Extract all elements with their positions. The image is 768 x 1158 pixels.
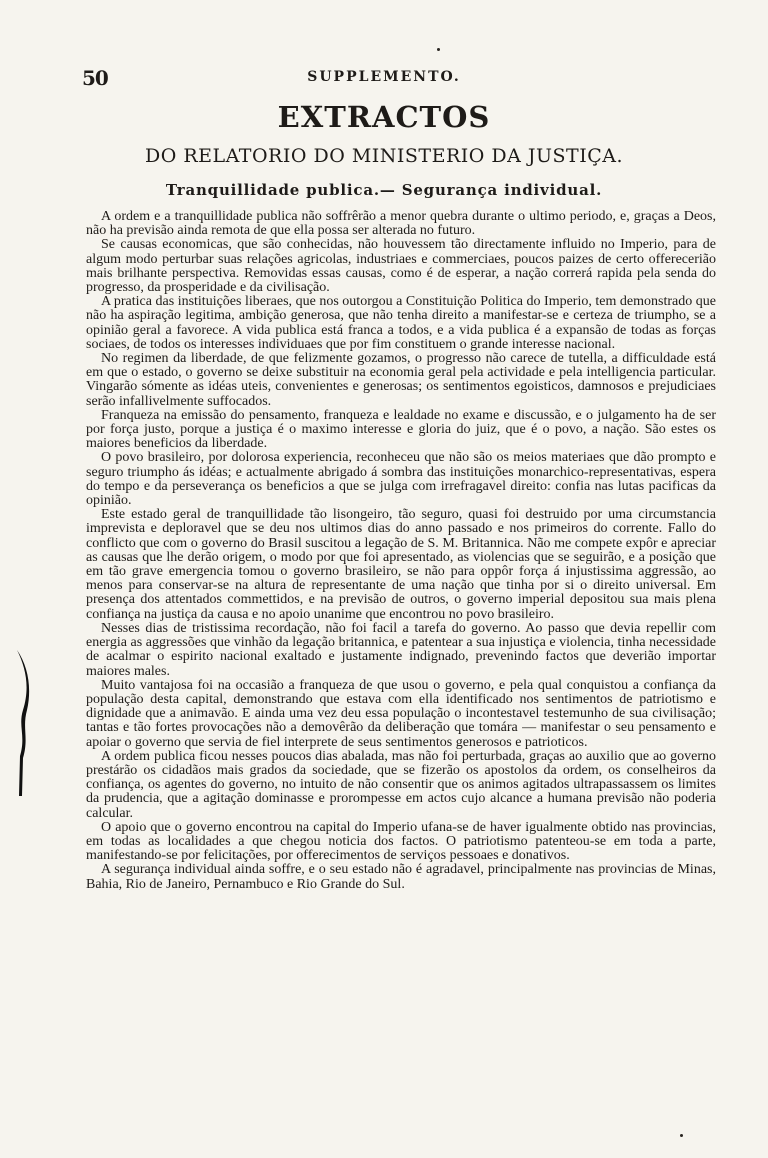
paragraph: Este estado geral de tranquillidade tão lisongeiro, tão seguro, quasi foi destruido por uma circumstancia imprevista e deploravel que se deu nos ultimos dias do anno passado e nos primeiros do corrente. Fallo do conflicto que com o governo do Brasil suscitou a legação de S. M. Britannica. Não me compete expôr e apreciar as causas que lhe derão origem, o modo por que foi apresentado, as violencias que se seguirão, e a posição que em tão grave emergencia tomou o governo brasileiro, se não para oppôr força á injustissima aggressão, ao menos para conservar-se na altura de representante de uma nação que tinha por si o direito universal. Em presença dos attentados commettidos, e na previsão de outros, o governo imperial depositou sua mais plena confiança na justiça da causa e no apoio unanime que encontrou no povo brasileiro. <box>86 507 716 622</box>
paragraph: No regimen da liberdade, de que felizmente gozamos, o progresso não carece de tutella, a difficuldade está em que o estado, o governo se deixe substituir na economia geral pela actividade e pela intelligencia particular. Vingarão sómente as idéas uteis, convenientes e generosas; os sentimentos egoisticos, damnosos e prejudiciaes serão infallivelmente suffocados. <box>86 351 716 409</box>
binding-mark <box>14 648 32 798</box>
page-number: 50 <box>82 66 108 90</box>
paragraph: A ordem publica ficou nesses poucos dias abalada, mas não foi perturbada, graças ao auxilio que ao governo prestárão os cidadãos mais grados da sociedade, que se fizerão os apostolos da ordem, os conselheiros da confiança, os agentes do governo, no intuito de não consentir que os animos agitados ultrapassassem os limites da prudencia, que a agitação dominasse e prorompesse em actos cujo alcance a humana previsão não poderia calcular. <box>86 748 716 821</box>
paragraph: Muito vantajosa foi na occasião a franqueza de que usou o governo, e pela qual conquistou a confiança da população desta capital, demonstrando que estava com ella identificado nos sentimentos de patriotismo e dignidade que a animavão. E ainda uma vez deu essa população o incontestavel testemunho de sua civilisação; tantas e tão fortes provocações não a demovêrão da deliberação que tomára — manifestar o seu pensamento e apoiar o governo que servia de fiel interprete de seus sentimentos generosos e patrioticos. <box>86 677 716 750</box>
paragraph: O povo brasileiro, por dolorosa experiencia, reconheceu que não são os meios materiaes que dão prompto e seguro triumpho ás idéas; e actualmente abrigado á sombra das instituições monarchico-representativas, espera do tempo e da perseverança os beneficios a que se julga com irrefragavel direito: confia nas lutas pacificas da opinião. <box>86 450 716 509</box>
page-title: EXTRACTOS <box>277 100 491 134</box>
paragraph: Franqueza na emissão do pensamento, franqueza e lealdade no exame e discussão, e o julgamento ha de ser por força justo, porque a justiça é o maximo interesse e gloria do juiz, que é o povo, a nação. São estes os maiores beneficios da liberdade. <box>86 407 716 452</box>
paragraph: A segurança individual ainda soffre, e o seu estado não é agradavel, principalmente nas provincias de Minas, Bahia, Rio de Janeiro, Pernambuco e Rio Grande do Sul. <box>86 862 716 892</box>
paragraph: A ordem e a tranquillidade publica não soffrêrão a menor quebra durante o ultimo periodo, e, graças a Deos, não ha previsão ainda remota de que ella possa ser alterada no futuro. <box>86 209 716 239</box>
ink-speck <box>437 48 440 51</box>
running-head: SUPPLEMENTO. <box>307 69 461 85</box>
article-body <box>86 210 716 892</box>
paragraph: Nesses dias de tristissima recordação, não foi facil a tarefa do governo. Ao passo que devia repellir com energia as aggressões que vinhão da legação britannica, e patentear a sua injustiça e violencia, tinha necessidade de acalmar o espirito nacional exaltado e justamente indignado, prevenindo factos que deverião importar maiores males. <box>86 620 716 679</box>
paragraph: Se causas economicas, que são conhecidas, não houvessem tão directamente influido no Imperio, para de algum modo perturbar suas relações agricolas, industriaes e commerciaes, poucos paizes de certo offerecerião mais brilhante perspectiva. Removidas essas causas, como é de esperar, a nação correrá rapida pela senda do progresso, da prosperidade e da civilisação. <box>86 237 716 296</box>
section-heading: Tranquillidade publica.— Segurança individual. <box>165 181 603 199</box>
ink-speck <box>680 1134 683 1137</box>
paragraph: O apoio que o governo encontrou na capital do Imperio ufana-se de haver igualmente obtido nas provincias, em todas as localidades a que chegou noticia dos factos. O patriotismo patenteou-se em toda a parte, manifestando-se por felicitações, por offerecimentos de serviços pessoaes e donativos. <box>86 819 716 864</box>
page-subtitle: DO RELATORIO DO MINISTERIO DA JUSTIÇA. <box>144 145 624 167</box>
paragraph: A pratica das instituições liberaes, que nos outorgou a Constituição Politica do Imperio, tem demonstrado que não ha aspiração legitima, ambição generosa, que não tenha direito a manifestar-se e certeza de triumpho, se a opinião geral a favorece. A vida publica está franca a todos, e a vida publica é a expansão de todas as forças sociaes, de todos os interesses individuaes que por fim constituem o grande interesse nacional. <box>86 294 716 352</box>
